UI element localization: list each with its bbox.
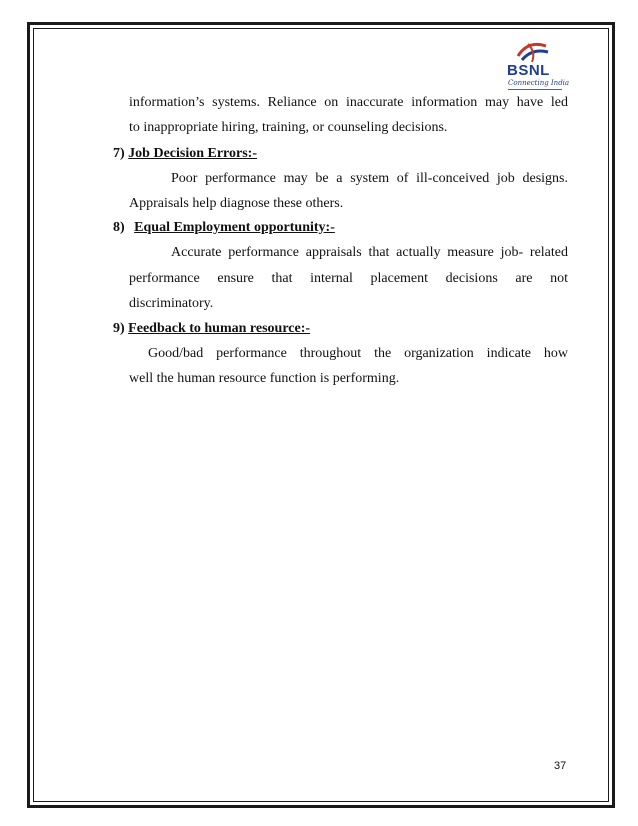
page-number: 37 xyxy=(554,760,567,772)
paragraph-line: Poor performance may be a system of ill-conceived job designs. xyxy=(171,171,568,186)
section-number: 9) xyxy=(113,321,125,336)
paragraph-line: performance ensure that internal placement decisions are not xyxy=(129,271,568,286)
paragraph-line: Appraisals help diagnose these others. xyxy=(129,196,344,211)
section-title: Feedback to human resource:- xyxy=(128,321,311,336)
paragraph-line: Accurate performance appraisals that actually measure job- related xyxy=(171,245,568,260)
logo-tagline: Connecting India xyxy=(508,79,570,87)
section-number: 7) xyxy=(113,146,125,161)
section-heading-7 xyxy=(113,146,257,162)
section-title: Job Decision Errors:- xyxy=(128,146,258,161)
paragraph-line: well the human resource function is performing. xyxy=(129,371,400,386)
page-border-inner xyxy=(33,28,609,802)
paragraph-line: Good/bad performance throughout the organization indicate how xyxy=(148,346,568,361)
section-heading-8 xyxy=(113,220,335,236)
logo-underline xyxy=(508,89,562,90)
section-number: 8) xyxy=(113,220,125,235)
paragraph-line: discriminatory. xyxy=(129,296,214,311)
section-heading-9 xyxy=(113,321,310,337)
section-title: Equal Employment opportunity:- xyxy=(134,220,335,235)
paragraph-line: to inappropriate hiring, training, or counseling decisions. xyxy=(129,120,448,135)
logo-wordmark: BSNL xyxy=(507,62,550,79)
paragraph-line: information’s systems. Reliance on inaccurate information may have led xyxy=(129,95,568,110)
